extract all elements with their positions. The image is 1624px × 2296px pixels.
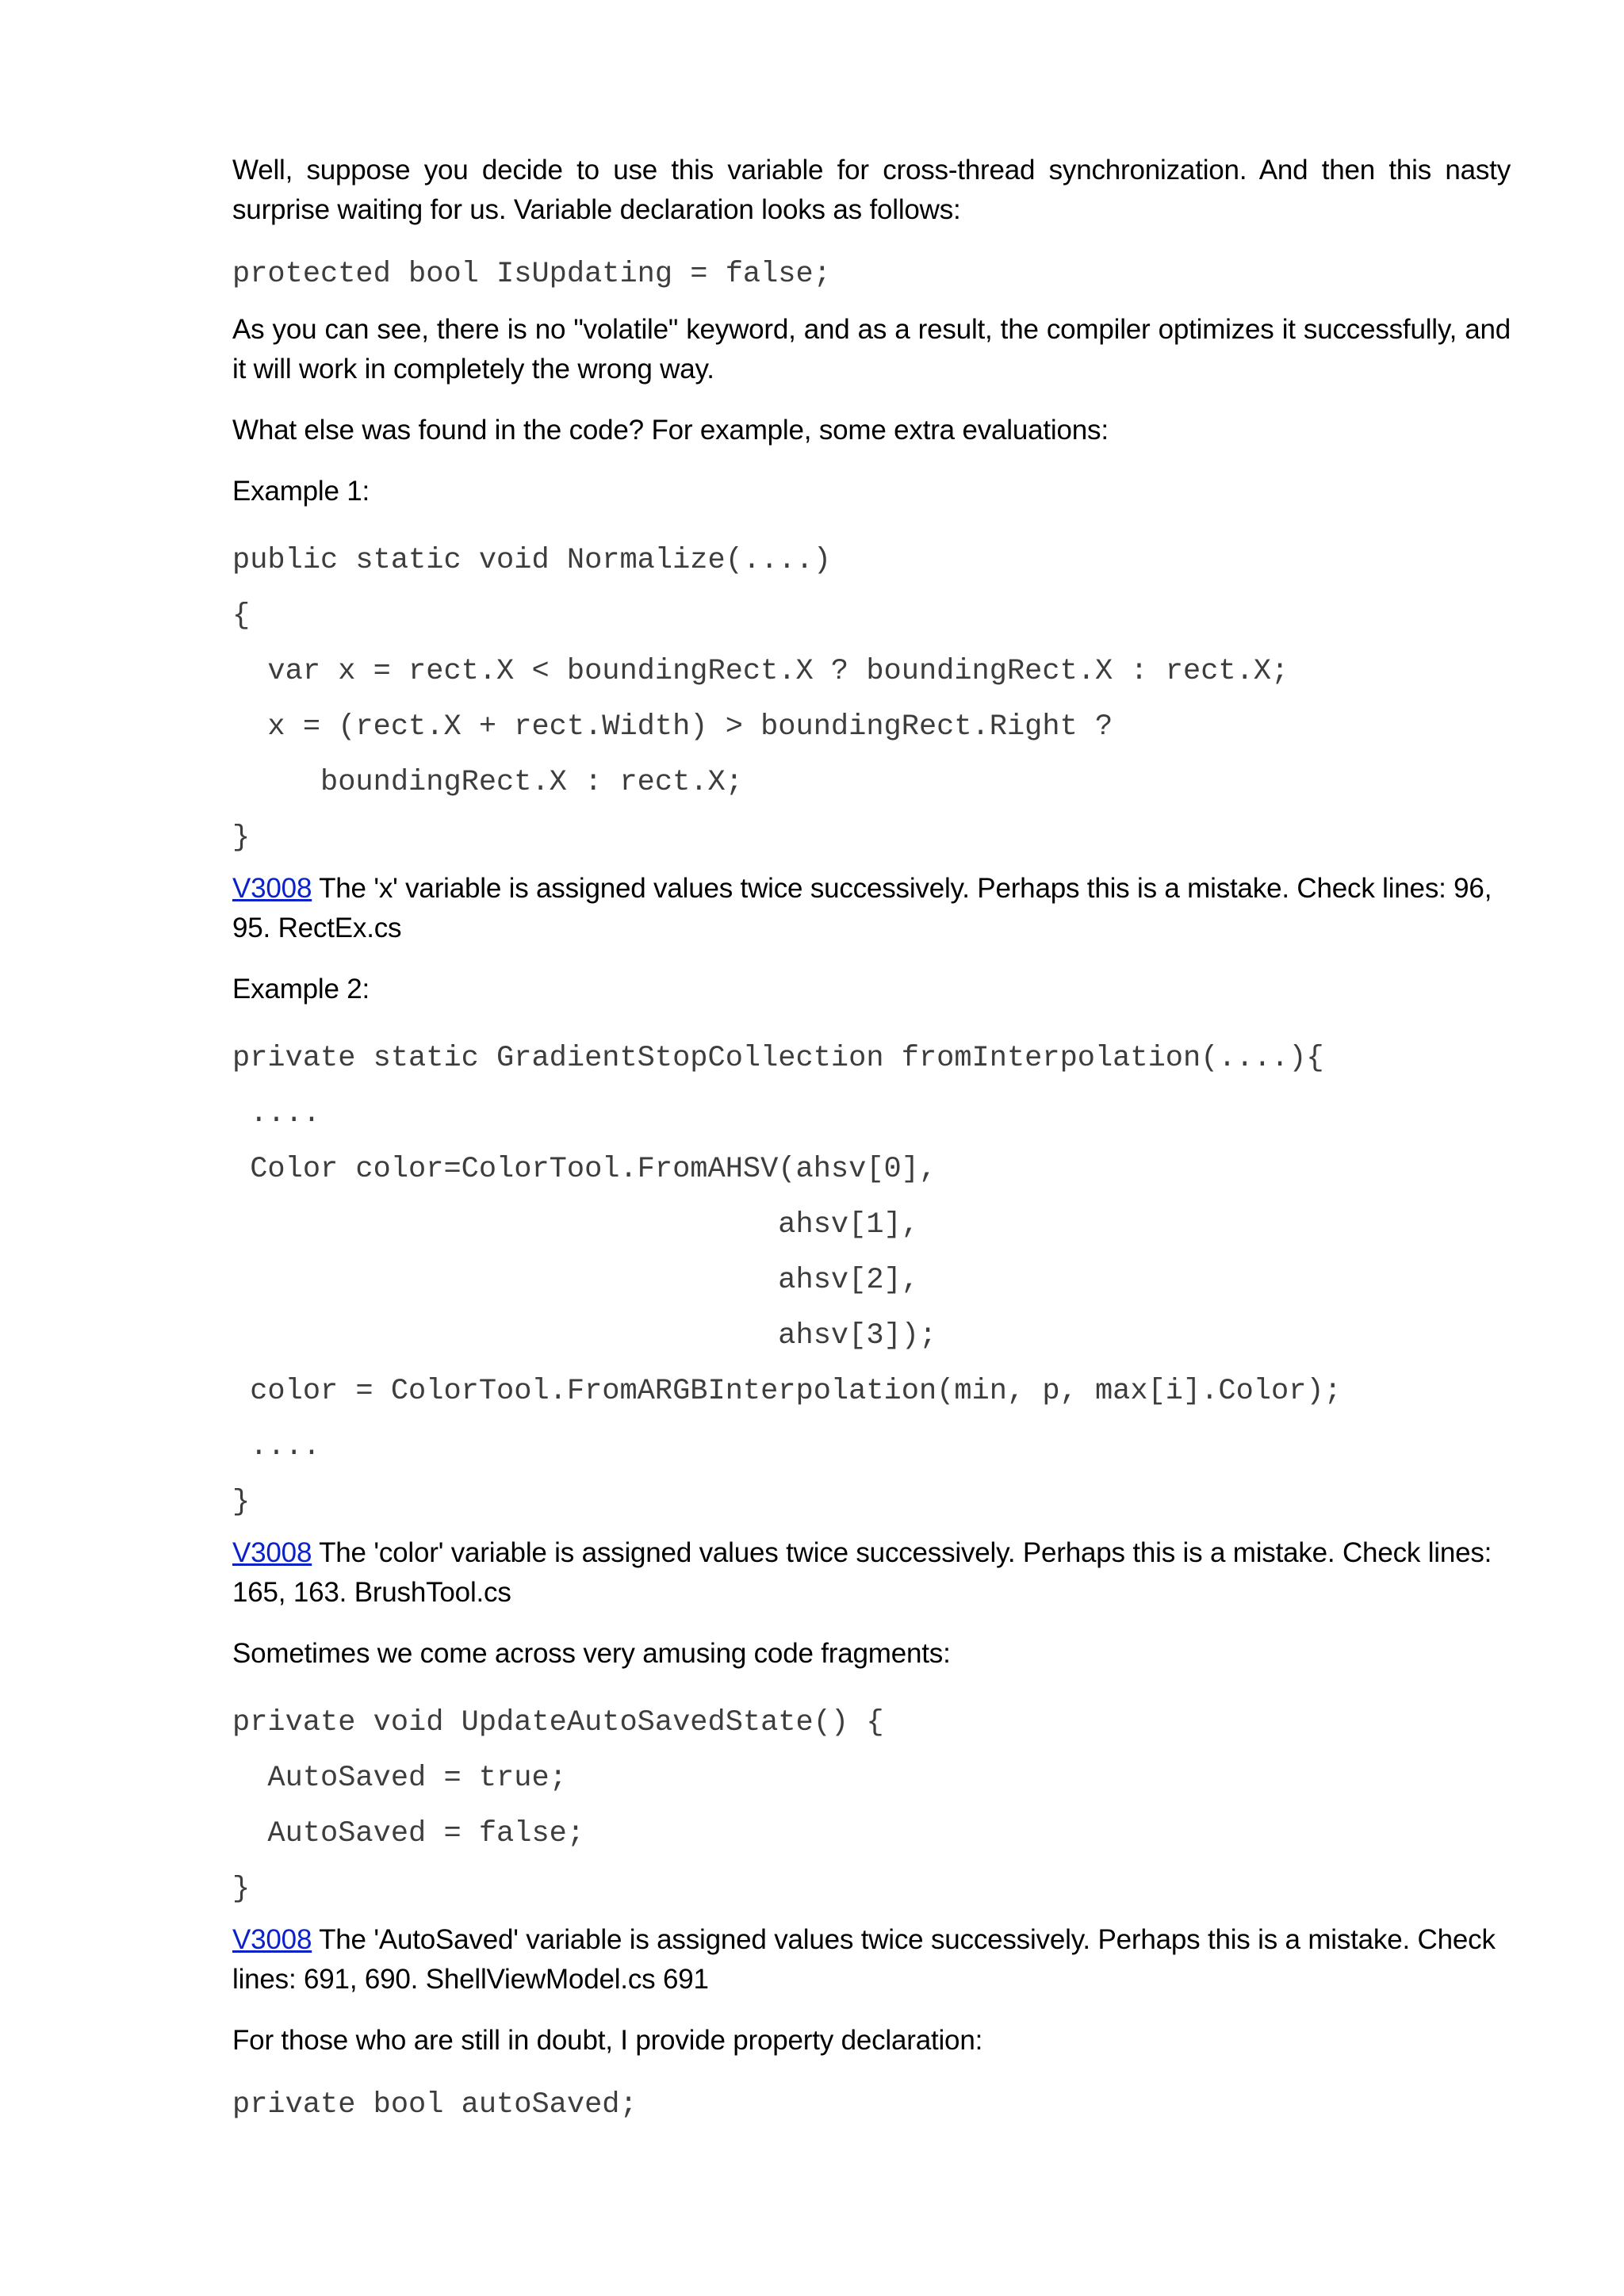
example2-diagnostic <box>232 1533 1511 1613</box>
example1-label: Example 1: <box>232 476 370 507</box>
code-line: { <box>232 599 251 633</box>
example1-diagnostic <box>232 869 1511 948</box>
code-line: } <box>232 821 251 855</box>
example3-code-block <box>232 1695 1511 1917</box>
extra-evaluations-paragraph: What else was found in the code? For example, some extra evaluations: <box>232 415 1109 446</box>
amusing-paragraph: Sometimes we come across very amusing code fragments: <box>232 1638 951 1669</box>
code-autosaved-declaration: private bool autoSaved; <box>232 2088 638 2122</box>
code-line: ahsv[3]); <box>232 1319 937 1353</box>
example3-diagnostic-text: The 'AutoSaved' variable is assigned values twice successively. Perhaps this is a mistake. Check lines: 691, 690. ShellViewModel.cs 691 <box>232 1924 1496 1995</box>
example1-code-block <box>232 533 1511 866</box>
example2-code-block <box>232 1031 1511 1530</box>
code-line: .... <box>232 1430 321 1464</box>
intro-paragraph: Well, suppose you decide to use this variable for cross-thread synchronization. And then this nasty surprise waiting for us. Variable declaration looks as follows: <box>232 155 1511 225</box>
code-line: AutoSaved = true; <box>232 1762 567 1795</box>
code-line: .... <box>232 1097 321 1131</box>
code-line: Color color=ColorTool.FromAHSV(ahsv[0], <box>232 1153 937 1186</box>
volatile-paragraph: As you can see, there is no "volatile" keyword, and as a result, the compiler optimizes it successfully, and it will work in completely the wrong way. <box>232 314 1511 385</box>
code-isupdating-declaration: protected bool IsUpdating = false; <box>232 258 831 291</box>
code-line: private static GradientStopCollection fromInterpolation(....){ <box>232 1042 1324 1075</box>
example2-label: Example 2: <box>232 974 370 1004</box>
v3008-link[interactable]: V3008 <box>232 1537 312 1568</box>
code-line: } <box>232 1873 251 1906</box>
example2-diagnostic-text: The 'color' variable is assigned values twice successively. Perhaps this is a mistake. Check lines: 165, 163. BrushTool.cs <box>232 1537 1492 1608</box>
code-line: AutoSaved = false; <box>232 1817 585 1850</box>
code-line: x = (rect.X + rect.Width) > boundingRect.Right ? <box>232 710 1113 744</box>
code-line: ahsv[2], <box>232 1264 919 1297</box>
code-line: private void UpdateAutoSavedState() { <box>232 1706 884 1739</box>
example3-diagnostic <box>232 1920 1511 1999</box>
code-line: boundingRect.X : rect.X; <box>232 766 743 799</box>
document-page <box>232 151 1511 2141</box>
code-line: color = ColorTool.FromARGBInterpolation(min, p, max[i].Color); <box>232 1375 1342 1408</box>
example1-diagnostic-text: The 'x' variable is assigned values twice successively. Perhaps this is a mistake. Check lines: 96, 95. RectEx.cs <box>232 873 1492 943</box>
v3008-link[interactable]: V3008 <box>232 1924 312 1955</box>
code-line: ahsv[1], <box>232 1208 919 1242</box>
code-line: } <box>232 1486 251 1519</box>
v3008-link[interactable]: V3008 <box>232 873 312 904</box>
code-line: public static void Normalize(....) <box>232 544 831 577</box>
doubt-paragraph: For those who are still in doubt, I provide property declaration: <box>232 2025 983 2056</box>
code-line: var x = rect.X < boundingRect.X ? boundingRect.X : rect.X; <box>232 655 1289 688</box>
